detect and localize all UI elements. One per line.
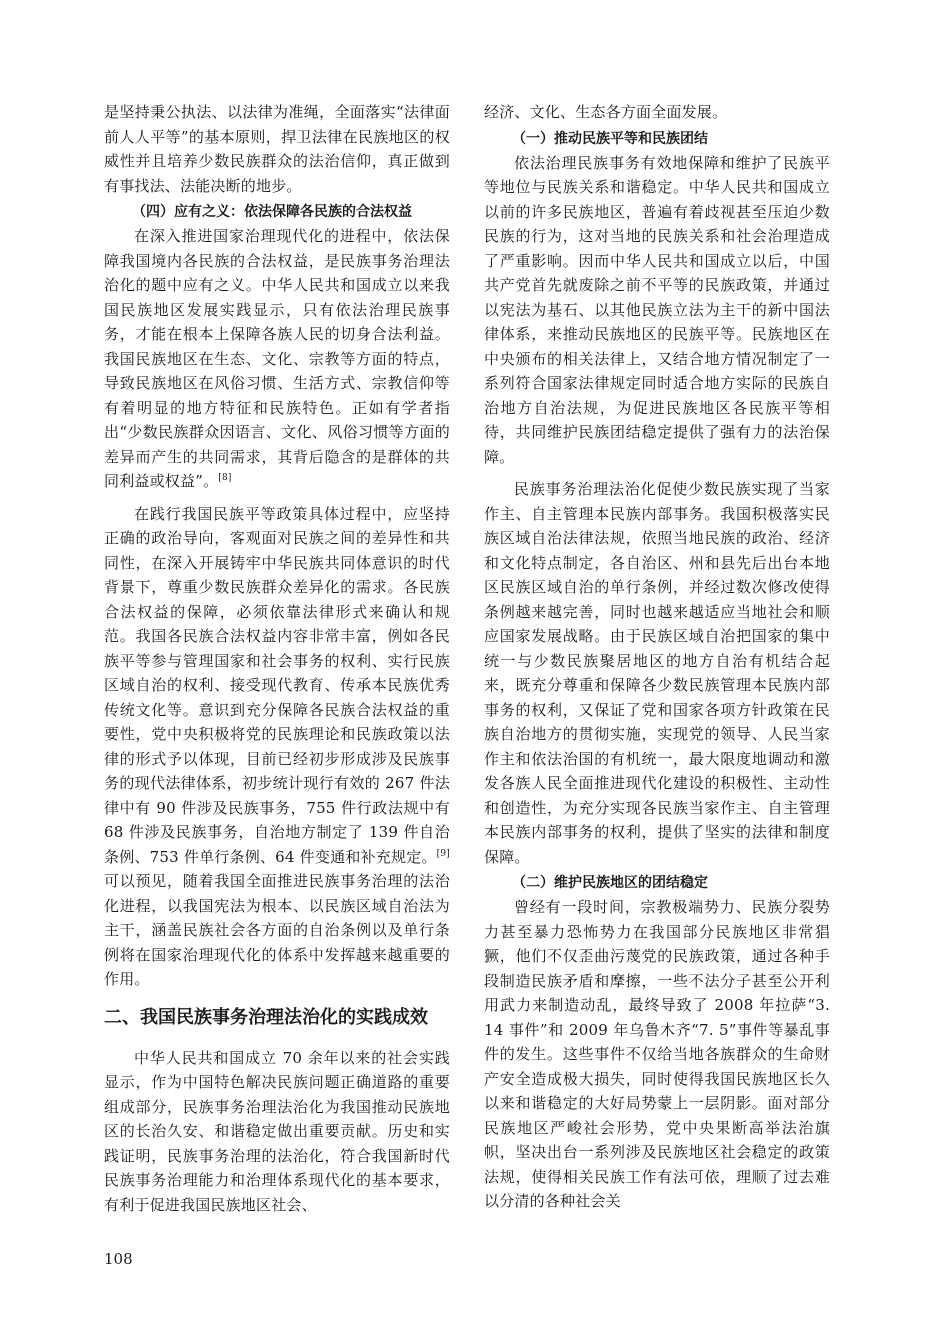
page-number: 108 bbox=[104, 1250, 133, 1268]
paragraph: 依法治理民族事务有效地保障和维护了民族平等地位与民族关系和谐稳定。中华人民共和国成立以前的许多民族地区，普遍有着歧视甚至压迫少数民族的行为，这对当地的民族关系和社会治理造成了严重影响。因而中华人民共和国成立以后，中国共产党首先就废除之前不平等的民族政策，并通过以宪法为基石、以其他民族立法为主干的新中国法律体系，来推动民族地区的民族平等。民族地区在中央颁布的相关法律上，又结合地方情况制定了一系列符合国家法律规定同时适合地方实际的民族自治地方自治法规，为促进民族地区各民族平等相待，共同维护民族团结稳定提供了强有力的法治保障。 bbox=[484, 153, 830, 466]
left-column bbox=[104, 100, 450, 1217]
paragraph-text: 在践行我国民族平等政策具体过程中，应坚持正确的政治导向，客观面对民族之间的差异性和共同性，在深入开展铸牢中华民族共同体意识的时代背景下，尊重少数民族群众差异化的需求。各民族合法权益的保障，必须依靠法律形式来确认和规范。我国各民族合法权益内容非常丰富，例如各民族平等参与管理国家和社会事务的权利、实行民族区域自治的权利、接受现代教育、传承本民族优秀传统文化等。意识到充分保障各民族合法权益的重要性，党中央积极将党的民族理论和民族政策以法律的形式予以体现，目前已经初步形成涉及民族事务的现代法律体系，初步统计现行有效的 267 件法律中有 90 件涉及民族事务，755 件行政法规中有 68 件涉及民族事务，自治地方制定了 139 件自治条例、753 件单行条例、64 件变通和补充规定。 bbox=[104, 504, 450, 866]
paragraph bbox=[104, 502, 450, 992]
paragraph-continued: 经济、文化、生态各方面全面发展。 bbox=[484, 103, 728, 121]
right-column bbox=[484, 100, 830, 1214]
section-heading-2: （二）维护民族地区的团结稳定 bbox=[512, 875, 708, 891]
paragraph-text: 在深入推进国家治理现代化的进程中，依法保障我国境内各民族的合法权益，是民族事务治理法治化的题中应有之义。中华人民共和国成立以来我国民族地区发展实践显示，只有依法治理民族事务，才能在根本上保障各族人民的切身合法利益。我国民族地区在生态、文化、宗教等方面的特点，导致民族地区在风俗习惯、生活方式、宗教信仰等有着明显的地方特征和民族特色。正如有学者指出“少数民族群众因语言、文化、风俗习惯等方面的差异而产生的共同需求，其背后隐含的是群体的共同利益或权益”。 bbox=[104, 227, 450, 490]
citation-ref: [8] bbox=[218, 473, 232, 483]
section-heading-1: （一）推动民族平等和民族团结 bbox=[512, 130, 708, 147]
citation-ref: [9] bbox=[436, 848, 450, 859]
paragraph: 曾经有一段时间，宗教极端势力、民族分裂势力甚至暴力恐怖势力在我国部分民族地区非常猖獗，他们不仅歪曲污蔑党的民族政策，通过各种手段制造民族矛盾和摩擦，一些不法分子甚至公开利用武力来制造动乱，最终导致了 2008 年拉萨“3. 14 事件”和 2009 年乌鲁木齐“7. 5”事件等暴乱事件的发生。这些事件不仅给当地各族群众的生命财产安全造成极大损失，同时使得我国民族地区长久以来和谐稳定的大好局势蒙上一层阴影。面对部分民族地区严峻社会形势，党中央果断高举法治旗帜，坚决出台一系列涉及民族地区社会稳定的政策法规，使得相关民族工作有法可依，理顺了过去难以分清的各种社会关 bbox=[484, 898, 830, 1210]
paragraph-text: 可以预见，随着我国全面推进民族事务治理的法治化进程，以我国宪法为根本、以民族区域自治法为主干，涵盖民族社会各方面的自治条例以及单行条例将在国家治理现代化的体系中发挥越来越重要的作用。 bbox=[104, 872, 450, 988]
paragraph: 中华人民共和国成立 70 余年以来的社会实践显示，作为中国特色解决民族问题正确道路的重要组成部分，民族事务治理法治化为我国推动民族地区的长治久安、和谐稳定做出重要贡献。历史和实践证明，民族事务治理的法治化，符合我国新时代民族事务治理能力和治理体系现代化的基本要求，有利于促进我国民族地区社会、 bbox=[104, 1048, 450, 1214]
paragraph-continued: 是坚持秉公执法、以法律为准绳，全面落实“法律面前人人平等”的基本原则，捍卫法律在民族地区的权威性并且培养少数民族群众的法治信仰，真正做到有事找法、法能决断的地步。 bbox=[104, 103, 450, 195]
paragraph: 民族事务治理法治化促使少数民族实现了当家作主、自主管理本民族内部事务。我国积极落实民族区域自治法律法规，依照当地民族的政治、经济和文化特点制定，各自治区、州和县先后出台本地区民族区域自治的单行条例，并经过数次修改使得条例越来越完善，同时也越来越适应当地社会和顺应国家发展战略。由于民族区域自治把国家的集中统一与少数民族聚居地区的地方自治有机结合起来，既充分尊重和保障各少数民族管理本民族内部事务的权利，又保证了党和国家各项方针政策在民族自治地方的贯彻实施，实现党的领导、人民当家作主和依法治国的有机统一，最大限度地调动和激发各族人民全面推进现代化建设的积极性、主动性和创造性，为充分实现各民族当家作主、自主管理本民族内部事务的权利，提供了坚实的法律和制度保障。 bbox=[484, 480, 830, 866]
paragraph bbox=[104, 224, 450, 494]
chapter-heading: 二、我国民族事务治理法治化的实践成效 bbox=[104, 1006, 428, 1028]
section-heading-4: （四）应有之义：依法保障各民族的合法权益 bbox=[132, 204, 412, 220]
